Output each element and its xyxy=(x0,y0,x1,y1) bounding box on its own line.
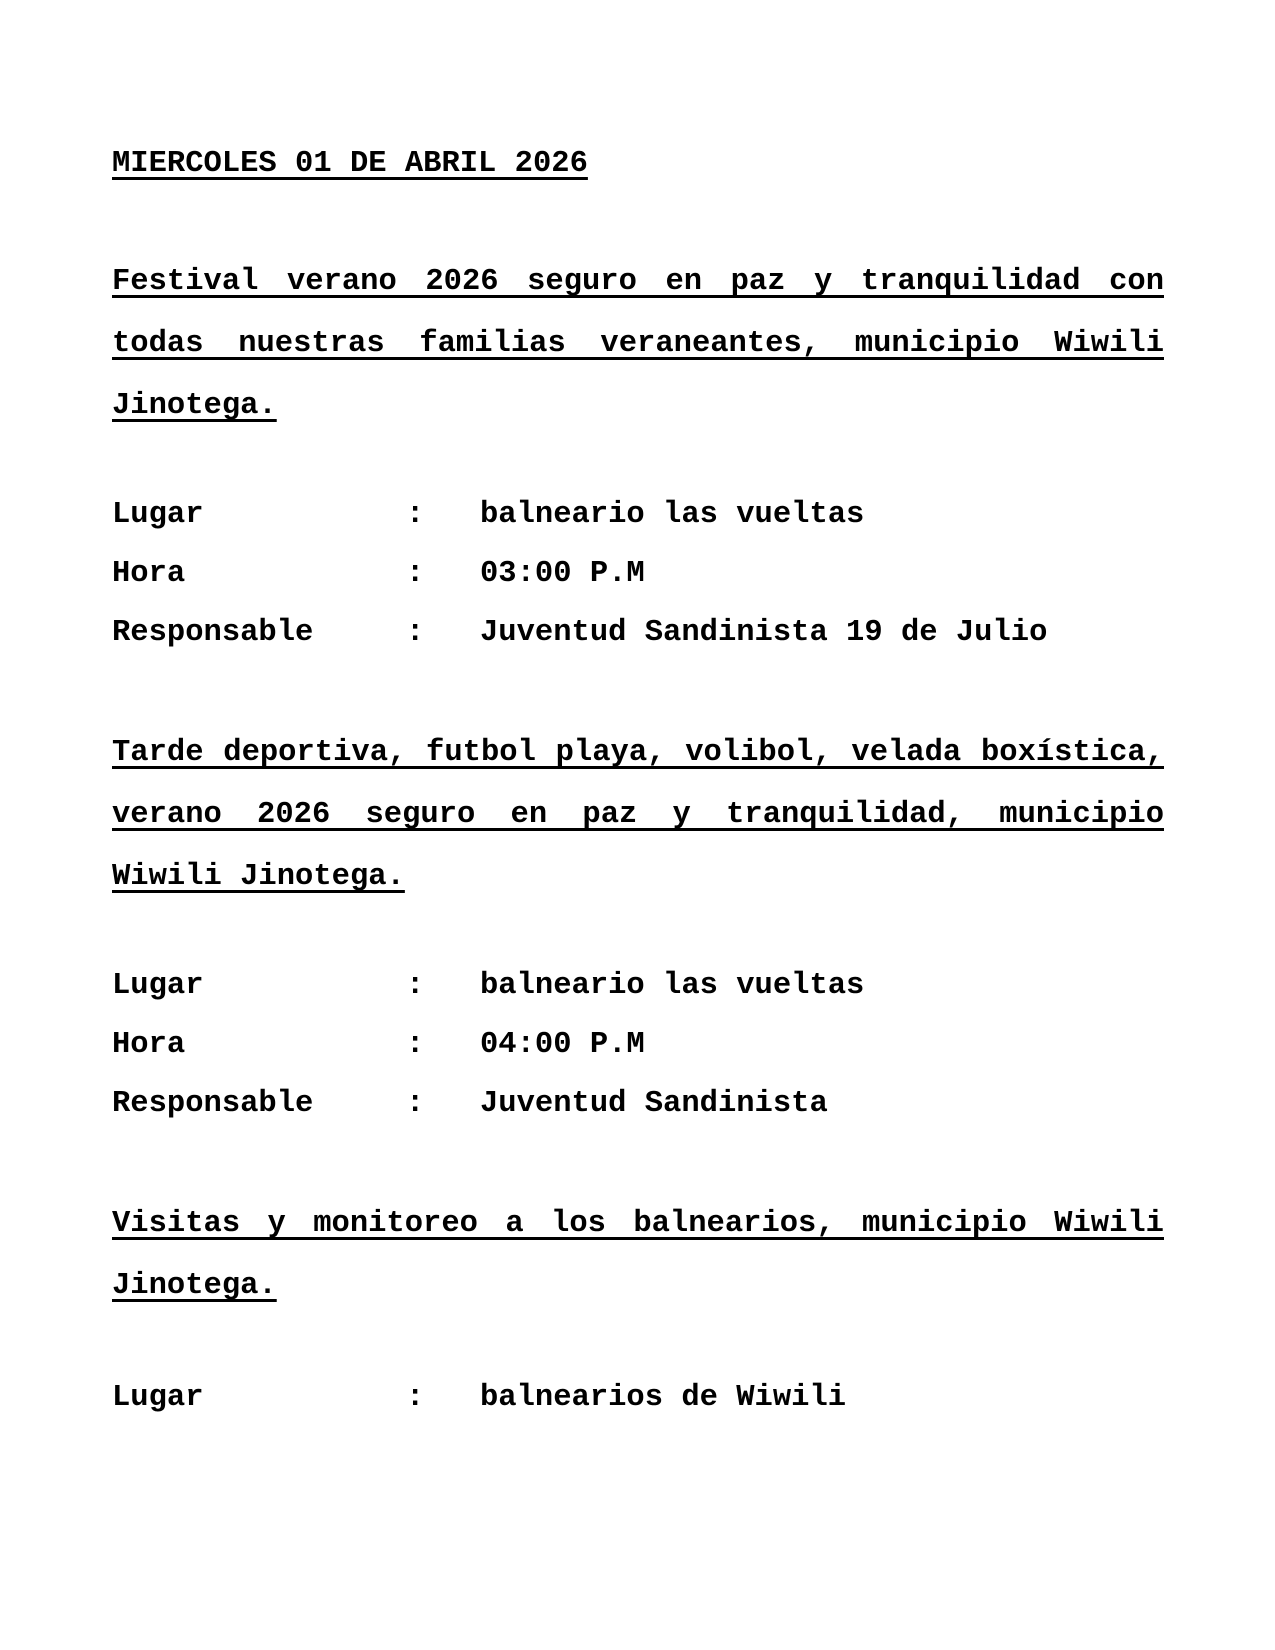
detail-separator: : xyxy=(406,557,425,591)
detail-separator: : xyxy=(406,1028,425,1062)
detail-separator: : xyxy=(406,498,425,532)
detail-label: Lugar xyxy=(112,498,204,532)
detail-label: Lugar xyxy=(112,1381,204,1415)
detail-value: Juventud Sandinista 19 de Julio xyxy=(480,616,1048,650)
date-heading: MIERCOLES 01 DE ABRIL 2026 xyxy=(112,147,588,181)
detail-separator: : xyxy=(406,1381,425,1415)
detail-separator: : xyxy=(406,1087,425,1121)
detail-value: balneario las vueltas xyxy=(480,969,865,1003)
detail-value: balnearios de Wiwili xyxy=(480,1381,847,1415)
detail-value: Juventud Sandinista xyxy=(480,1087,828,1121)
detail-separator: : xyxy=(406,616,425,650)
detail-label: Hora xyxy=(112,1028,186,1062)
detail-label: Lugar xyxy=(112,969,204,1003)
event-title: Festival verano 2026 seguro en paz y tranquilidad con todas nuestras familias veraneantes, municipio Wiwili Jinotega. xyxy=(112,265,1164,423)
detail-value: 04:00 P.M xyxy=(480,1028,645,1062)
detail-value: balneario las vueltas xyxy=(480,498,865,532)
event-title: Visitas y monitoreo a los balnearios, municipio Wiwili Jinotega. xyxy=(112,1207,1164,1303)
event-title: Tarde deportiva, futbol playa, volibol, velada boxística, verano 2026 seguro en paz y tranquilidad, municipio Wiwili Jinotega. xyxy=(112,736,1164,894)
detail-label: Hora xyxy=(112,557,186,591)
detail-label: Responsable xyxy=(112,616,314,650)
detail-value: 03:00 P.M xyxy=(480,557,645,591)
detail-label: Responsable xyxy=(112,1087,314,1121)
detail-separator: : xyxy=(406,969,425,1003)
